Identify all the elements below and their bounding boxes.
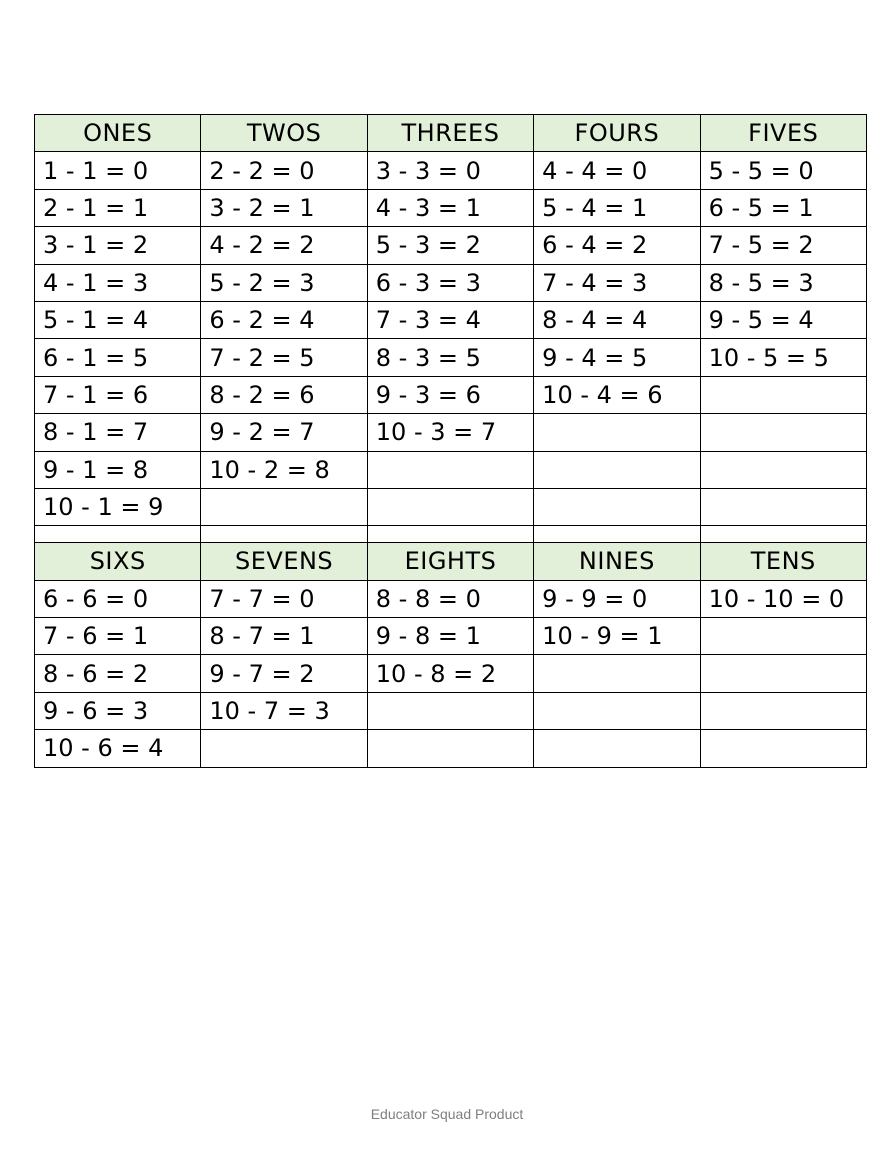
fact-cell: 7 - 7 = 0 — [201, 580, 367, 617]
fact-cell: 4 - 2 = 2 — [201, 227, 367, 264]
table-row — [35, 580, 867, 617]
fact-cell: 4 - 3 = 1 — [367, 189, 533, 226]
fact-cell: 9 - 4 = 5 — [534, 339, 700, 376]
fact-cell: 10 - 2 = 8 — [201, 451, 367, 488]
table-row — [35, 655, 867, 692]
fact-cell: 7 - 6 = 1 — [35, 618, 201, 655]
fact-cell: 10 - 7 = 3 — [201, 692, 367, 729]
spacer-cell — [367, 526, 533, 543]
fact-cell: 7 - 4 = 3 — [534, 264, 700, 301]
table-row — [35, 339, 867, 376]
fact-cell — [534, 451, 700, 488]
column-header: ONES — [35, 115, 201, 152]
fact-cell: 7 - 1 = 6 — [35, 376, 201, 413]
spacer-cell — [700, 526, 866, 543]
fact-cell: 3 - 2 = 1 — [201, 189, 367, 226]
fact-cell — [367, 730, 533, 767]
column-header: NINES — [534, 543, 700, 580]
fact-cell: 9 - 2 = 7 — [201, 414, 367, 451]
fact-cell — [534, 655, 700, 692]
fact-cell — [700, 376, 866, 413]
column-header: EIGHTS — [367, 543, 533, 580]
fact-cell — [700, 488, 866, 525]
fact-cell: 10 - 5 = 5 — [700, 339, 866, 376]
fact-cell — [201, 730, 367, 767]
fact-cell — [534, 488, 700, 525]
fact-cell: 9 - 5 = 4 — [700, 301, 866, 338]
fact-cell: 3 - 1 = 2 — [35, 227, 201, 264]
fact-cell: 8 - 4 = 4 — [534, 301, 700, 338]
column-header: FOURS — [534, 115, 700, 152]
fact-cell — [534, 692, 700, 729]
fact-cell: 5 - 5 = 0 — [700, 152, 866, 189]
column-header: TWOS — [201, 115, 367, 152]
fact-cell — [700, 692, 866, 729]
fact-cell — [201, 488, 367, 525]
fact-cell: 2 - 2 = 0 — [201, 152, 367, 189]
fact-cell: 10 - 6 = 4 — [35, 730, 201, 767]
table-row — [35, 301, 867, 338]
spacer-cell — [35, 526, 201, 543]
fact-cell: 6 - 3 = 3 — [367, 264, 533, 301]
fact-cell: 8 - 6 = 2 — [35, 655, 201, 692]
table-row — [35, 692, 867, 729]
fact-cell: 8 - 5 = 3 — [700, 264, 866, 301]
fact-cell: 8 - 3 = 5 — [367, 339, 533, 376]
fact-cell: 7 - 5 = 2 — [700, 227, 866, 264]
fact-cell: 5 - 1 = 4 — [35, 301, 201, 338]
fact-cell: 9 - 9 = 0 — [534, 580, 700, 617]
subtraction-facts-body — [35, 115, 867, 768]
table-row — [35, 264, 867, 301]
table-row — [35, 488, 867, 525]
column-header: TENS — [700, 543, 866, 580]
fact-cell: 10 - 4 = 6 — [534, 376, 700, 413]
fact-cell: 1 - 1 = 0 — [35, 152, 201, 189]
table-row — [35, 152, 867, 189]
fact-cell: 10 - 1 = 9 — [35, 488, 201, 525]
fact-cell: 4 - 4 = 0 — [534, 152, 700, 189]
fact-cell: 9 - 1 = 8 — [35, 451, 201, 488]
header-row — [35, 115, 867, 152]
fact-cell: 10 - 8 = 2 — [367, 655, 533, 692]
fact-cell: 4 - 1 = 3 — [35, 264, 201, 301]
fact-cell — [534, 730, 700, 767]
fact-cell — [700, 618, 866, 655]
fact-cell: 9 - 3 = 6 — [367, 376, 533, 413]
table-row — [35, 451, 867, 488]
column-header: THREES — [367, 115, 533, 152]
fact-cell: 6 - 2 = 4 — [201, 301, 367, 338]
fact-cell: 6 - 1 = 5 — [35, 339, 201, 376]
fact-cell: 6 - 5 = 1 — [700, 189, 866, 226]
fact-cell — [534, 414, 700, 451]
table-row — [35, 376, 867, 413]
fact-cell: 8 - 1 = 7 — [35, 414, 201, 451]
fact-cell: 10 - 9 = 1 — [534, 618, 700, 655]
fact-cell: 9 - 8 = 1 — [367, 618, 533, 655]
column-header: SIXS — [35, 543, 201, 580]
fact-cell — [700, 655, 866, 692]
fact-cell: 6 - 4 = 2 — [534, 227, 700, 264]
fact-cell: 8 - 8 = 0 — [367, 580, 533, 617]
table-row — [35, 414, 867, 451]
fact-cell: 8 - 2 = 6 — [201, 376, 367, 413]
fact-cell: 6 - 6 = 0 — [35, 580, 201, 617]
column-header: FIVES — [700, 115, 866, 152]
table-row — [35, 189, 867, 226]
fact-cell — [367, 488, 533, 525]
fact-cell — [367, 692, 533, 729]
fact-cell — [700, 730, 866, 767]
header-row — [35, 543, 867, 580]
fact-cell: 9 - 7 = 2 — [201, 655, 367, 692]
table-row — [35, 227, 867, 264]
fact-cell: 3 - 3 = 0 — [367, 152, 533, 189]
fact-cell: 2 - 1 = 1 — [35, 189, 201, 226]
fact-cell: 7 - 2 = 5 — [201, 339, 367, 376]
table-row — [35, 730, 867, 767]
fact-cell: 10 - 3 = 7 — [367, 414, 533, 451]
spacer-cell — [201, 526, 367, 543]
fact-cell: 5 - 3 = 2 — [367, 227, 533, 264]
section-spacer-row — [35, 526, 867, 543]
fact-cell: 7 - 3 = 4 — [367, 301, 533, 338]
fact-cell — [700, 414, 866, 451]
fact-cell: 8 - 7 = 1 — [201, 618, 367, 655]
fact-cell: 5 - 4 = 1 — [534, 189, 700, 226]
footer-credit: Educator Squad Product — [370, 1106, 524, 1122]
fact-cell: 5 - 2 = 3 — [201, 264, 367, 301]
fact-cell — [700, 451, 866, 488]
spacer-cell — [534, 526, 700, 543]
column-header: SEVENS — [201, 543, 367, 580]
fact-cell: 9 - 6 = 3 — [35, 692, 201, 729]
table-row — [35, 618, 867, 655]
subtraction-facts-table — [34, 114, 867, 768]
fact-cell: 10 - 10 = 0 — [700, 580, 866, 617]
fact-cell — [367, 451, 533, 488]
